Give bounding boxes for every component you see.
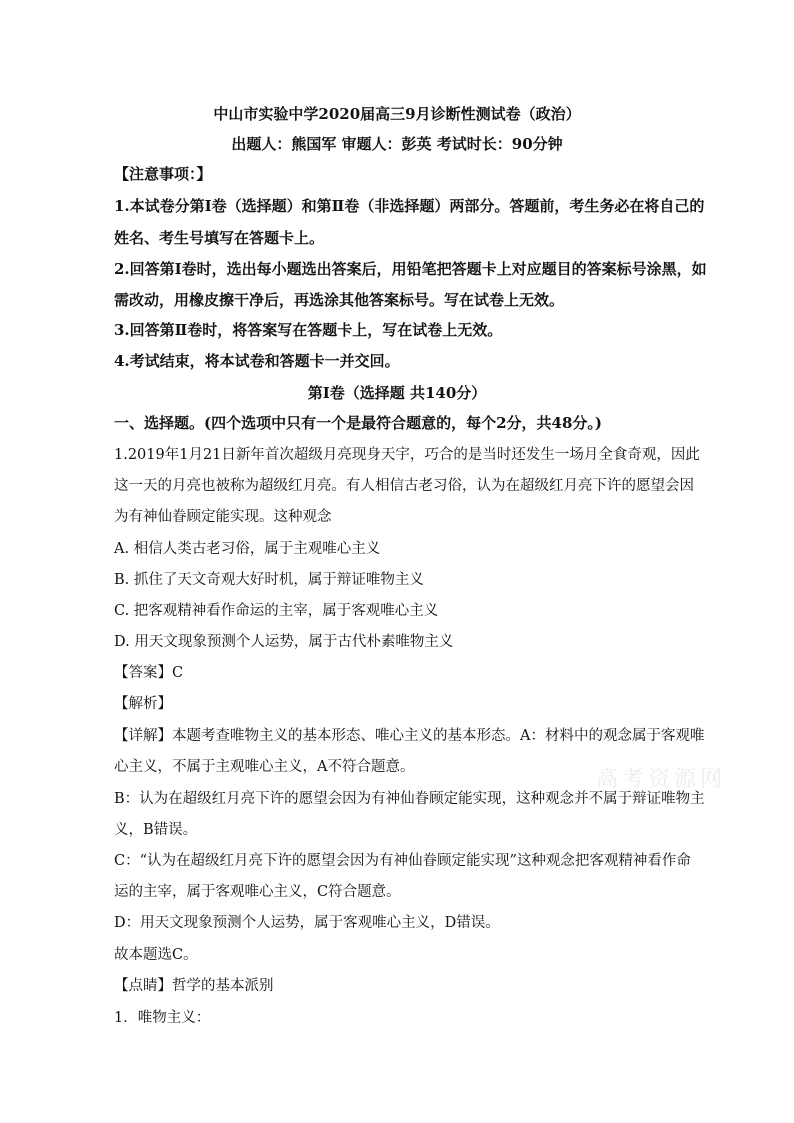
analysis-label: 【解析】 (114, 696, 172, 712)
document-title: 中山市实验中学2020届高三9月诊断性测试卷（政治） (213, 105, 581, 123)
analysis-line: 【详解】本题考查唯物主义的基本形态、唯心主义的基本形态。A：材料中的观念属于客观唯 (114, 728, 705, 744)
part-title: 第Ⅰ卷（选择题 共140分） (307, 384, 487, 402)
author-line: 出题人：熊国军 审题人：彭英 考试时长：90分钟 (231, 135, 563, 153)
option-a: A. 相信人类古老习俗，属于主观唯心主义 (114, 541, 381, 557)
option-b: B. 抓住了天文奇观大好时机，属于辩证唯物主义 (114, 572, 424, 588)
notice-line: 4.考试结束，将本试卷和答题卡一并交回。 (114, 352, 400, 370)
analysis-line: B：认为在超级红月亮下许的愿望会因为有神仙眷顾定能实现，这种观念并不属于辩证唯物主 (114, 791, 705, 807)
analysis-line: 心主义，不属于主观唯心主义，A不符合题意。 (114, 759, 415, 775)
notice-line: 3.回答第Ⅱ卷时，将答案写在答题卡上，写在试卷上无效。 (114, 321, 503, 339)
question-stem-line: 这一天的月亮也被称为超级红月亮。有人相信古老习俗，认为在超级红月亮下许的愿望会因 (114, 478, 694, 494)
analysis-line: 故本题选C。 (114, 947, 198, 963)
analysis-line: D：用天文现象预测个人运势，属于客观唯心主义，D错误。 (114, 915, 500, 931)
analysis-line: 义，B错误。 (114, 822, 198, 838)
option-c: C. 把客观精神看作命运的主宰，属于客观唯心主义 (114, 603, 439, 619)
analysis-line: 【点睛】哲学的基本派别 (114, 978, 274, 994)
analysis-line: 运的主宰，属于客观唯心主义，C符合题意。 (114, 884, 401, 900)
notice-line: 2.回答第Ⅰ卷时，选出每小题选出答案后，用铅笔把答题卡上对应题目的答案标号涂黑，如 (114, 260, 707, 278)
notice-line: 1.本试卷分第Ⅰ卷（选择题）和第Ⅱ卷（非选择题）两部分。答题前，考生务必在将自己的 (114, 197, 705, 215)
question-stem-line: 1.2019年1月21日新年首次超级月亮现身天宇，巧合的是当时还发生一场月全食奇观，因此 (114, 447, 700, 463)
notice-heading: 【注意事项：】 (114, 165, 212, 183)
answer-line: 【答案】C (114, 665, 184, 681)
notice-line: 姓名、考生号填写在答题卡上。 (114, 229, 325, 247)
option-d: D. 用天文现象预测个人运势，属于古代朴素唯物主义 (114, 634, 454, 650)
analysis-line: C：“认为在超级红月亮下许的愿望会因为有神仙眷顾定能实现”这种观念把客观精神看作命 (114, 853, 691, 869)
question-stem-line: 为有神仙眷顾定能实现。这种观念 (114, 509, 332, 525)
watermark: 高考资源网 (596, 767, 727, 792)
notice-line: 需改动，用橡皮擦干净后，再选涂其他答案标号。写在试卷上无效。 (114, 291, 565, 309)
section-heading: 一、选择题。(四个选项中只有一个是最符合题意的，每个2分，共48分。) (114, 414, 603, 432)
analysis-line: 1．唯物主义： (114, 1010, 211, 1026)
